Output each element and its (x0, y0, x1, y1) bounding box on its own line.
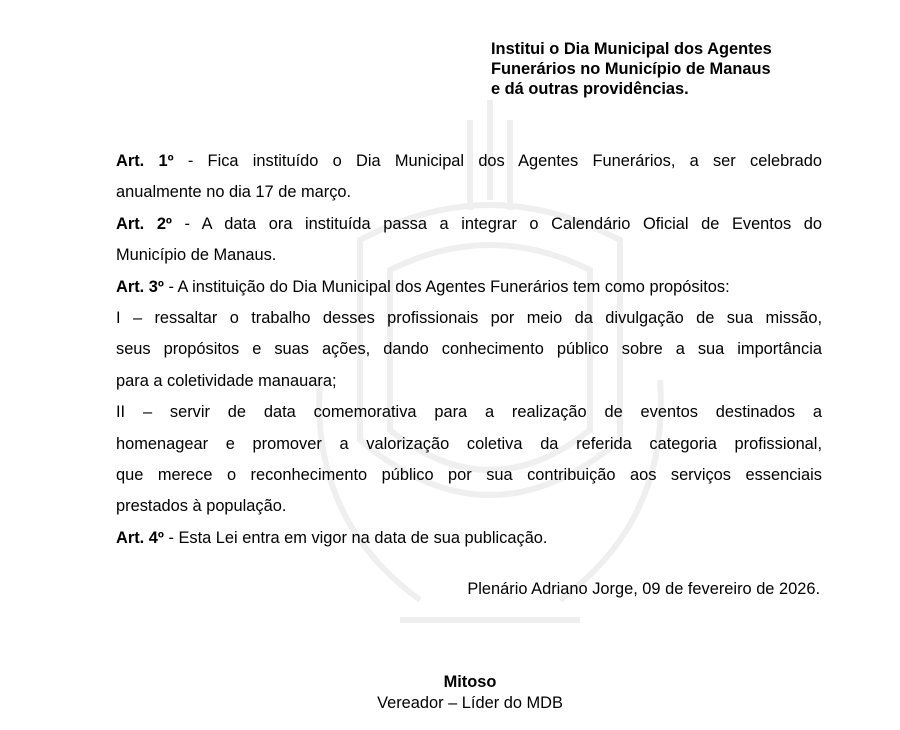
art-3-text: - A instituição do Dia Municipal dos Agentes Funerários tem como propósitos: (163, 277, 730, 296)
art-3-item-1-line-2: seus propósitos e suas ações, dando conhecimento público sobre a sua importância (116, 340, 822, 359)
signatory-name: Mitoso (443, 673, 497, 691)
ementa-line: Funerários no Município de Manaus (491, 60, 771, 78)
place-date: Plenário Adriano Jorge, 09 de fevereiro de 2026. (467, 580, 820, 598)
art-3-item-2-line-4: prestados à população. (116, 497, 287, 516)
art-3-item-2-line-3: que merece o reconhecimento público por sua contribuição aos serviços essenciais (116, 465, 822, 484)
art-2-text: - A data ora instituída passa a integrar o Calendário Oficial de Eventos do (171, 214, 822, 233)
art-3-item-2-line-1: II – servir de data comemorativa para a realização de eventos destinados a (116, 403, 822, 422)
art-3-line-1 (116, 272, 822, 303)
art-3-label: Art. 3º (116, 277, 164, 296)
law-body (116, 146, 822, 554)
art-1-line-2: anualmente no dia 17 de março. (116, 183, 352, 202)
art-3-item-1-line-1: I – ressaltar o trabalho desses profissionais por meio da divulgação de sua missão, (116, 308, 822, 327)
art-1-text: - Fica instituído o Dia Municipal dos Agentes Funerários, a ser celebrado (173, 152, 822, 170)
art-1-line-1 (116, 146, 822, 177)
ementa-line: e dá outras providências. (491, 80, 689, 98)
ementa-block (491, 39, 851, 99)
art-3-item-1-line-3: para a coletividade manauara; (116, 371, 337, 390)
signatory-role: Vereador – Líder do MDB (377, 694, 563, 712)
art-2-line-2: Município de Manaus. (116, 246, 277, 265)
art-4-label: Art. 4º (116, 528, 164, 547)
art-2-line-1 (116, 209, 822, 240)
art-3-item-2-line-2: homenagear e promover a valorização coletiva da referida categoria profissional, (116, 434, 822, 453)
art-1-label: Art. 1º (116, 152, 174, 170)
art-2-label: Art. 2º (116, 214, 172, 233)
art-4-line-1 (116, 523, 822, 554)
art-4-text: - Esta Lei entra em vigor na data de sua publicação. (163, 528, 548, 547)
ementa-line: Institui o Dia Municipal dos Agentes (491, 40, 772, 58)
